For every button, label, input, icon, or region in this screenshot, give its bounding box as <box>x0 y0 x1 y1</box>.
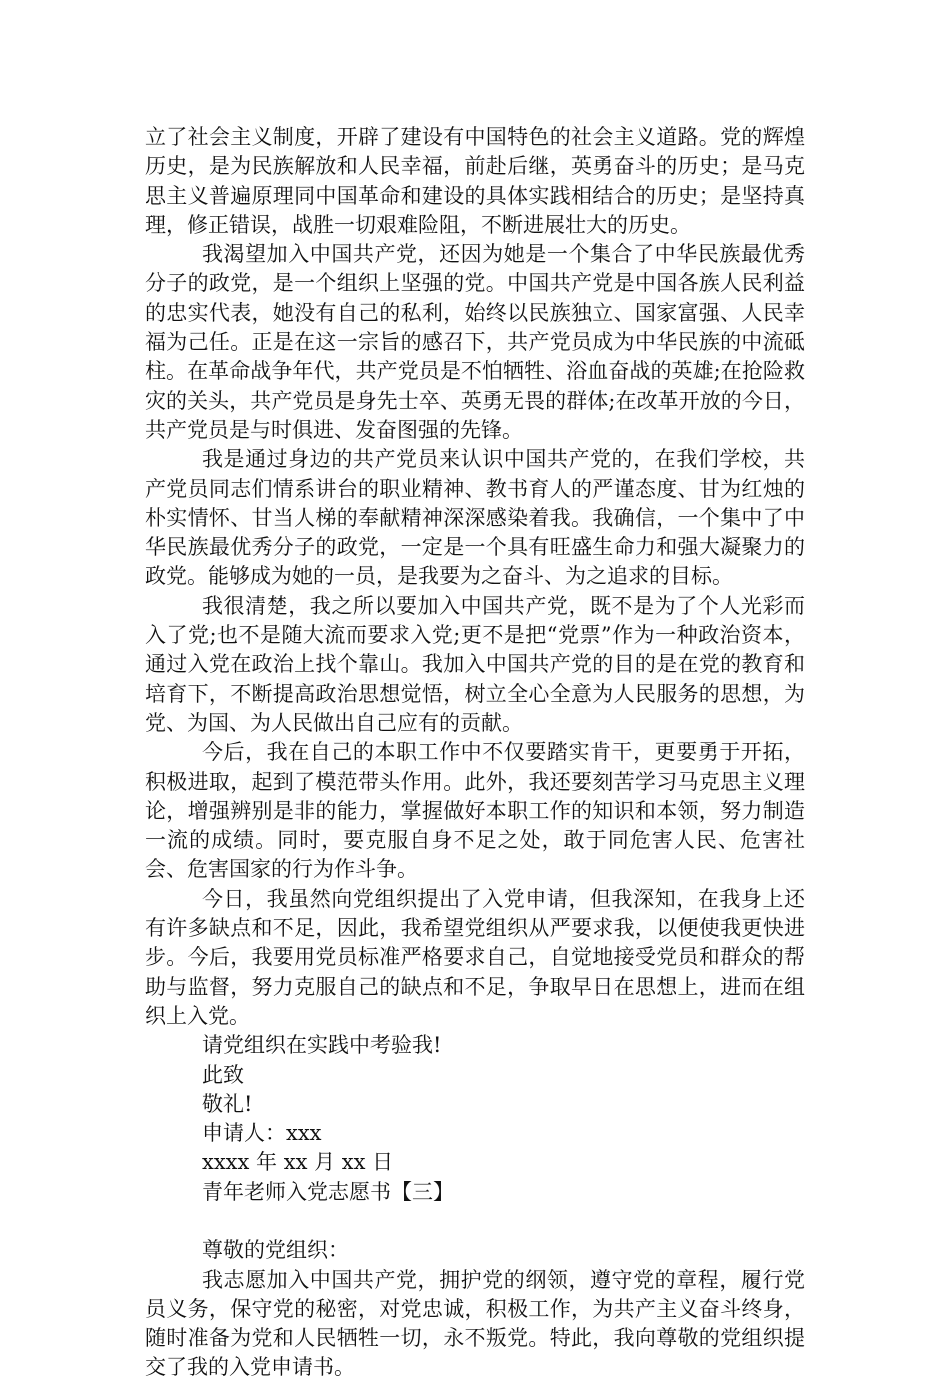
paragraph: 今日，我虽然向党组织提出了入党申请，但我深知，在我身上还有许多缺点和不足，因此，我希望党组织从严要求我，以便使我更快进步。今后，我要用党员标准严格要求自己，自觉地接受党员和群众的帮助与监督，努力克服自己的缺点和不足，争取早日在思想上，进而在组织上入党。 <box>145 886 805 1028</box>
closing-salute-line: 此致 <box>202 1062 244 1087</box>
paragraph: 我志愿加入中国共产党，拥护党的纲领，遵守党的章程，履行党员义务，保守党的秘密，对党忠诚，积极工作，为共产主义奋斗终身，随时准备为党和人民牺牲一切，永不叛党。特此，我向尊敬的党组织提交了我的入党申请书。 <box>145 1267 805 1380</box>
paragraph: 我渴望加入中国共产党，还因为她是一个集合了中华民族最优秀分子的政党，是一个组织上坚强的党。中国共产党是中国各族人民利益的忠实代表，她没有自己的私利，始终以民族独立、国家富强、人民幸福为己任。正是在这一宗旨的感召下，共产党员成为中华民族的中流砥柱。在革命战争年代，共产党员是不怕牺牲、浴血奋战的英雄;在抢险救灾的关头，共产党员是身先士卒、英勇无畏的群体;在改革开放的今日，共产党员是与时俱进、发奋图强的先锋。 <box>145 242 805 442</box>
paragraph: 我是通过身边的共产党员来认识中国共产党的，在我们学校，共产党员同志们情系讲台的职业精神、教书育人的严谨态度、甘为红烛的朴实情怀、甘当人梯的奉献精神深深感染着我。我确信，一个集中了中华民族最优秀分子的政党，一定是一个具有旺盛生命力和强大凝聚力的政党。能够成为她的一员，是我要为之奋斗、为之追求的目标。 <box>145 447 805 589</box>
section-heading: 青年老师入党志愿书【三】 <box>202 1179 454 1204</box>
paragraph: 今后，我在自己的本职工作中不仅要踏实肯干，更要勇于开拓，积极进取，起到了模范带头作用。此外，我还要刻苦学习马克思主义理论，增强辨别是非的能力，掌握做好本职工作的知识和本领，努力制造一流的成绩。同时，要克服自身不足之处，敢于同危害人民、危害社会、危害国家的行为作斗争。 <box>145 740 805 882</box>
closing-request-line: 请党组织在实践中考验我! <box>202 1033 442 1058</box>
document-body <box>145 123 805 1383</box>
paragraph: 立了社会主义制度，开辟了建设有中国特色的社会主义道路。党的辉煌历史，是为民族解放和人民幸福，前赴后继，英勇奋斗的历史；是马克思主义普遍原理同中国革命和建设的具体实践相结合的历史；是坚持真理，修正错误，战胜一切艰难险阻，不断进展壮大的历史。 <box>145 125 805 237</box>
salutation: 尊敬的党组织： <box>202 1238 349 1263</box>
paragraph: 我很清楚，我之所以要加入中国共产党，既不是为了个人光彩而入了党;也不是随大流而要求入党;更不是把“党票”作为一种政治资本，通过入党在政治上找个靠山。我加入中国共产党的目的是在党的教育和培育下，不断提高政治思想觉悟，树立全心全意为人民服务的思想，为党、为国、为人民做出自己应有的贡献。 <box>145 593 805 735</box>
date-line: xxxx 年 xx 月 xx 日 <box>202 1150 394 1175</box>
blank-line <box>145 1207 805 1236</box>
closing-respect-line: 敬礼! <box>202 1091 253 1116</box>
applicant-line: 申请人：xxx <box>202 1121 322 1146</box>
